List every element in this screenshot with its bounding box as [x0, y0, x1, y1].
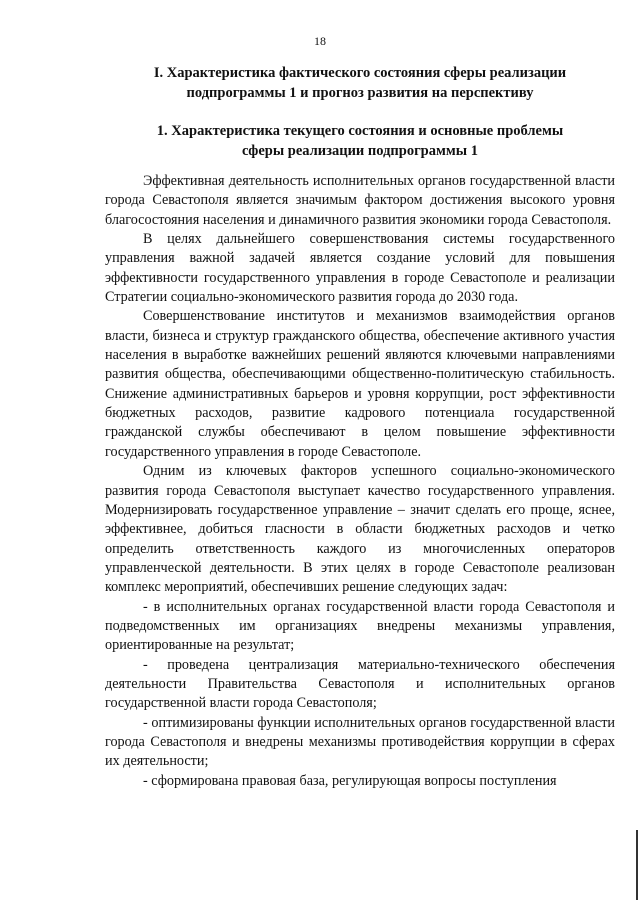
scan-edge-mark [636, 830, 638, 900]
section-title [105, 63, 615, 103]
subsection-title-line-1: 1. Характеристика текущего состояния и основные проблемы [156, 123, 564, 139]
paragraph-1: Эффективная деятельность исполнительных органов государственной власти города Севастополя является значимым фактором достижения высокого уровня благосостояния населения и динамичного развития экономики города Севастополя. [105, 173, 615, 228]
subsection-title-line-2: сферы реализации подпрограммы 1 [242, 143, 478, 159]
page-number: 18 [314, 34, 326, 48]
paragraph-3: Совершенствование институтов и механизмов взаимодействия органов власти, бизнеса и структур гражданского общества, обеспечение активного участия населения в выработке важнейших решений являются ключевыми направлениями развития общества, обеспечивающими общественно-политическую стабильность. Снижение административных барьеров и уровня коррупции, рост эффективности бюджетных расходов, развитие кадрового потенциала государственной гражданской службы обеспечивают в целом повышение эффективности государственного управления в городе Севастополе. [105, 308, 615, 460]
list-item-1: - в исполнительных органах государственной власти города Севастополя и подведомственных им организациях внедрены механизмы управления, ориентированные на результат; [105, 598, 615, 654]
section-title-line-1: I. Характеристика фактического состояния сферы реализации [153, 65, 567, 81]
paragraph-4: Одним из ключевых факторов успешного социально-экономического развития города Севастополя выступает качество государственного управления. Модернизировать государственное управление – значит сделать его проще, яснее, эффективнее, добиться гласности в области бюджетных расходов и четко определить ответственность каждого из многочисленных операторов управленческой деятельности. В этих целях в городе Севастополе реализован комплекс мероприятий, обеспечивших решение следующих задач: [105, 463, 615, 596]
paragraph-2: В целях дальнейшего совершенствования системы государственного управления важной задачей является создание условий для повышения эффективности государственного управления в городе Севастополе и реализации Стратегии социально-экономического развития города до 2030 года. [105, 231, 615, 306]
list-item-4: - сформирована правовая база, регулирующая вопросы поступления [143, 772, 557, 789]
section-title-line-2: подпрограммы 1 и прогноз развития на перспективу [186, 85, 534, 101]
list-item-2: - проведена централизация материально-технического обеспечения деятельности Правительства Севастополя и исполнительных органов государственной власти города Севастополя; [105, 656, 615, 712]
body-text [105, 172, 615, 791]
subsection-title [105, 121, 615, 161]
list-item-3: - оптимизированы функции исполнительных органов государственной власти города Севастополя и внедрены механизмы противодействия коррупции в сферах их деятельности; [105, 714, 615, 770]
